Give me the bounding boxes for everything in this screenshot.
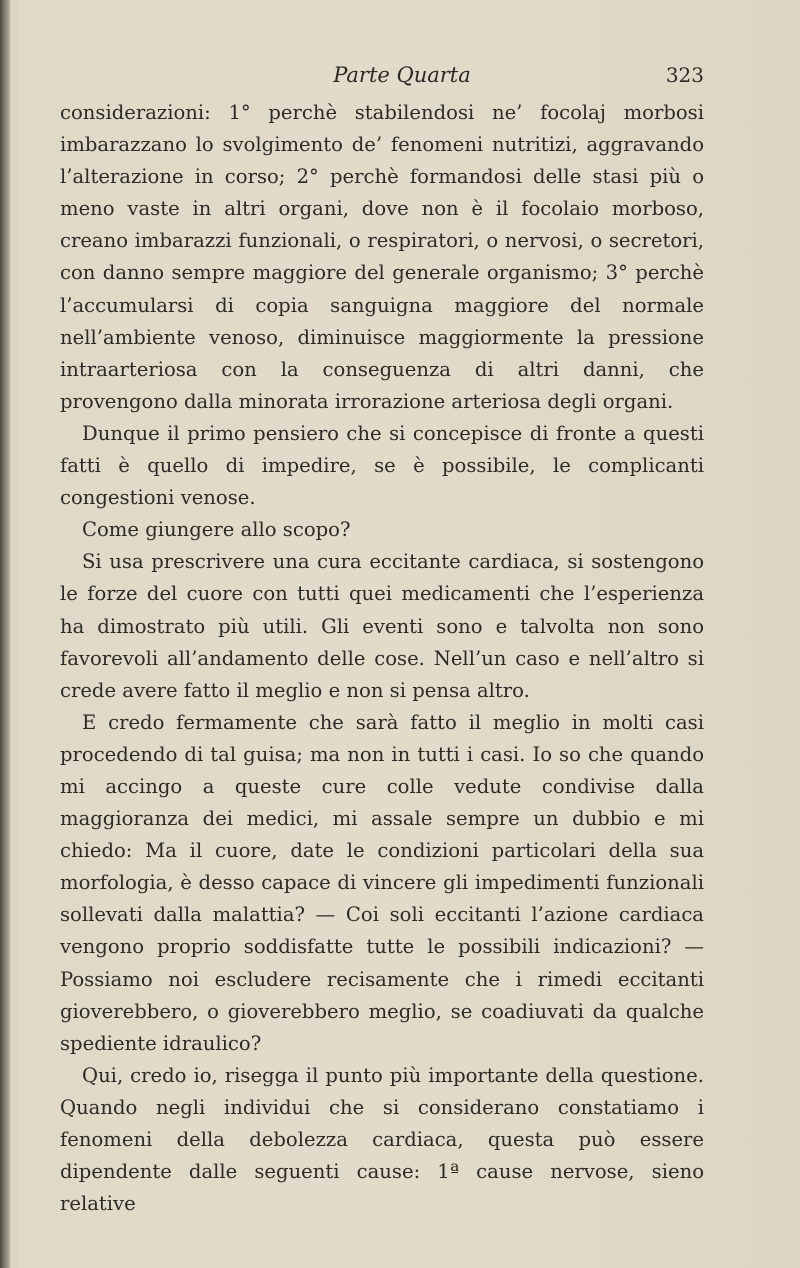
body-text [60,97,704,1220]
page-number: 323 [665,63,704,87]
paragraph-4: Si usa prescrivere una cura eccitante cardiaca, si sostengono le forze del cuore con tutti quei medicamenti che l’esperienza ha dimostrato più utili. Gli eventi sono e talvolta non sono favorevoli all’andamento delle cose. Nell’un caso e nell’altro si crede avere fatto il meglio e non si pensa altro. [60,550,704,702]
paragraph-5: E credo fermamente che sarà fatto il meglio in molti casi procedendo di tal guisa; ma non in tutti i casi. Io so che quando mi accingo a queste cure colle vedute condivise dalla maggioranza dei medici, mi assale sempre un dubbio e mi chiedo: Ma il cuore, date le condizioni particolari della sua morfologia, è desso capace di vincere gli impedimenti funzionali sollevati dalla malattia? — Coi soli eccitanti l’azione cardiaca vengono proprio soddisfatte tutte le possibili indicazioni? — Possiamo noi escludere recisamente che i rimedi eccitanti gioverebbero, o gioverebbero meglio, se coadiuvati da qualche spediente idraulico? [60,710,704,1055]
page-header [60,63,704,89]
paragraph-1: considerazioni: 1° perchè stabilendosi ne’ focolaj morbosi imbarazzano lo svolgimento de’ fenomeni nutritizi, aggravando l’alterazione in corso; 2° perchè formandosi delle stasi più o meno vaste in altri organi, dove non è il focolaio morboso, creano imbarazzi funzionali, o respiratori, o nervosi, o secretori, con danno sempre maggiore del generale organismo; 3° perchè l’accumularsi di copia sanguigna maggiore del normale nell’ambiente venoso, diminuisce maggiormente la pressione intraarteriosa con la conseguenza di altri danni, che provengono dalla minorata irrorazione arteriosa degli organi. [60,101,704,413]
paragraph-2: Dunque il primo pensiero che si concepisce di fronte a questi fatti è quello di impedire, se è possibile, le complicanti congestioni venose. [60,421,704,510]
paragraph-3: Come giungere allo scopo? [82,518,351,542]
paragraph-6: Qui, credo io, risegga il punto più importante della questione. Quando negli individui che si considerano constatiamo i fenomeni della debolezza cardiaca, questa può essere dipendente dalle seguenti cause: 1ª cause nervose, sieno relative [60,1063,704,1216]
running-title: Parte Quarta [333,63,471,87]
binding-edge [0,0,10,1268]
